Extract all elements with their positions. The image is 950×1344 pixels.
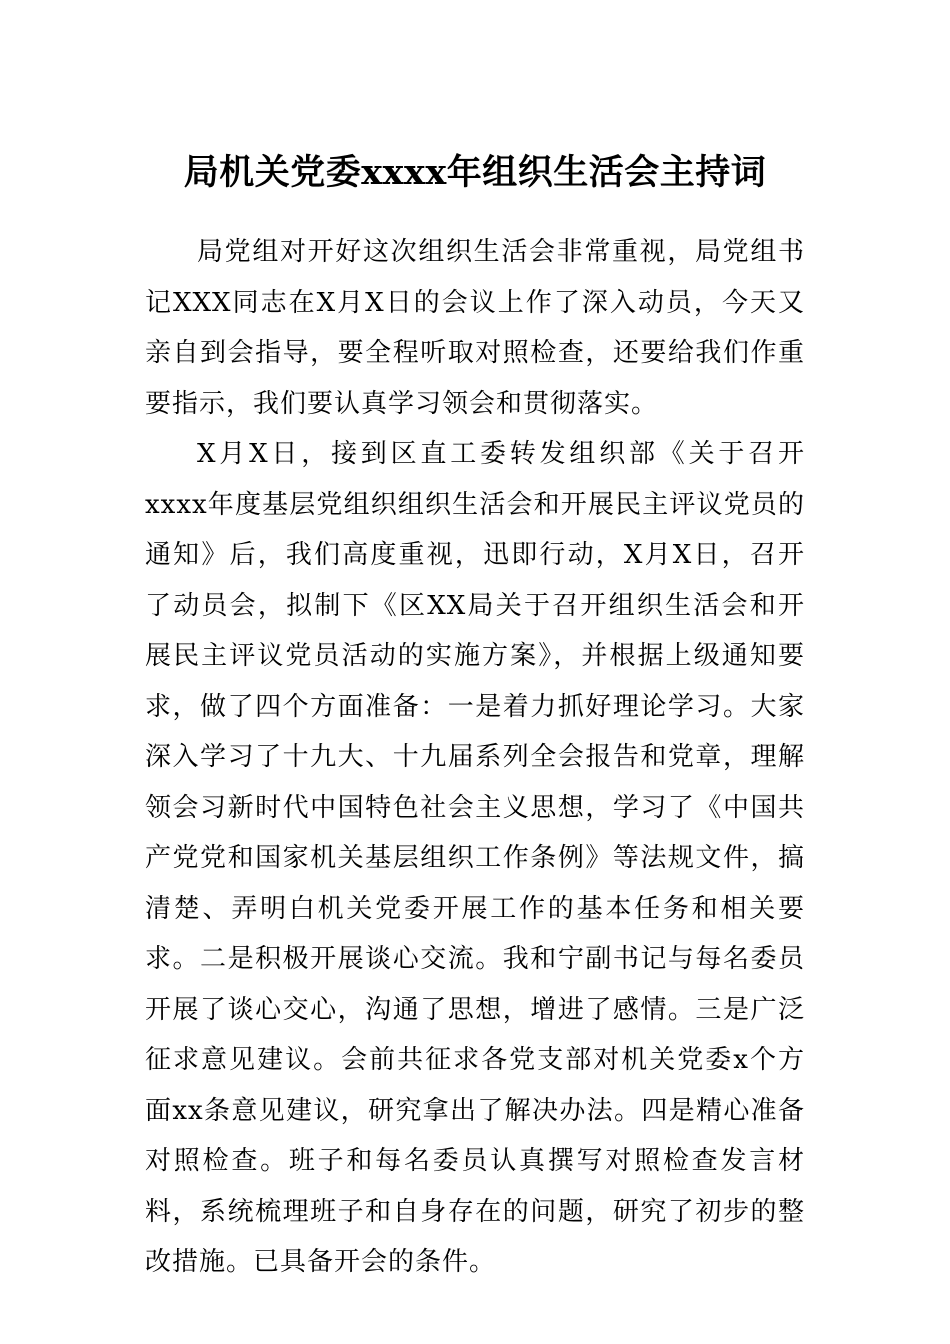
- document-body: [145, 227, 805, 1288]
- document-title: 局机关党委xxxx年组织生活会主持词: [183, 152, 767, 193]
- paragraph-2: X月X日，接到区直工委转发组织部《关于召开xxxx年度基层党组织组织生活会和开展民主评议党员的通知》后，我们高度重视，迅即行动，X月X日，召开了动员会，拟制下《区XX局关于召开组织生活会和开展民主评议党员活动的实施方案》，并根据上级通知要求，做了四个方面准备：一是着力抓好理论学习。大家深入学习了十九大、十九届系列全会报告和党章，理解领会习新时代中国特色社会主义思想，学习了《中国共产党党和国家机关基层组织工作条例》等法规文件，搞清楚、弄明白机关党委开展工作的基本任务和相关要求。二是积极开展谈心交流。我和宁副书记与每名委员开展了谈心交心，沟通了思想，增进了感情。三是广泛征求意见建议。会前共征求各党支部对机关党委x个方面xx条意见建议，研究拿出了解决办法。四是精心准备对照检查。班子和每名委员认真撰写对照检查发言材料，系统梳理班子和自身存在的问题，研究了初步的整改措施。已具备开会的条件。: [145, 439, 805, 1277]
- paragraph-1: 局党组对开好这次组织生活会非常重视，局党组书记XXX同志在X月X日的会议上作了深入动员，今天又亲自到会指导，要全程听取对照检查，还要给我们作重要指示，我们要认真学习领会和贯彻落实。: [145, 237, 805, 419]
